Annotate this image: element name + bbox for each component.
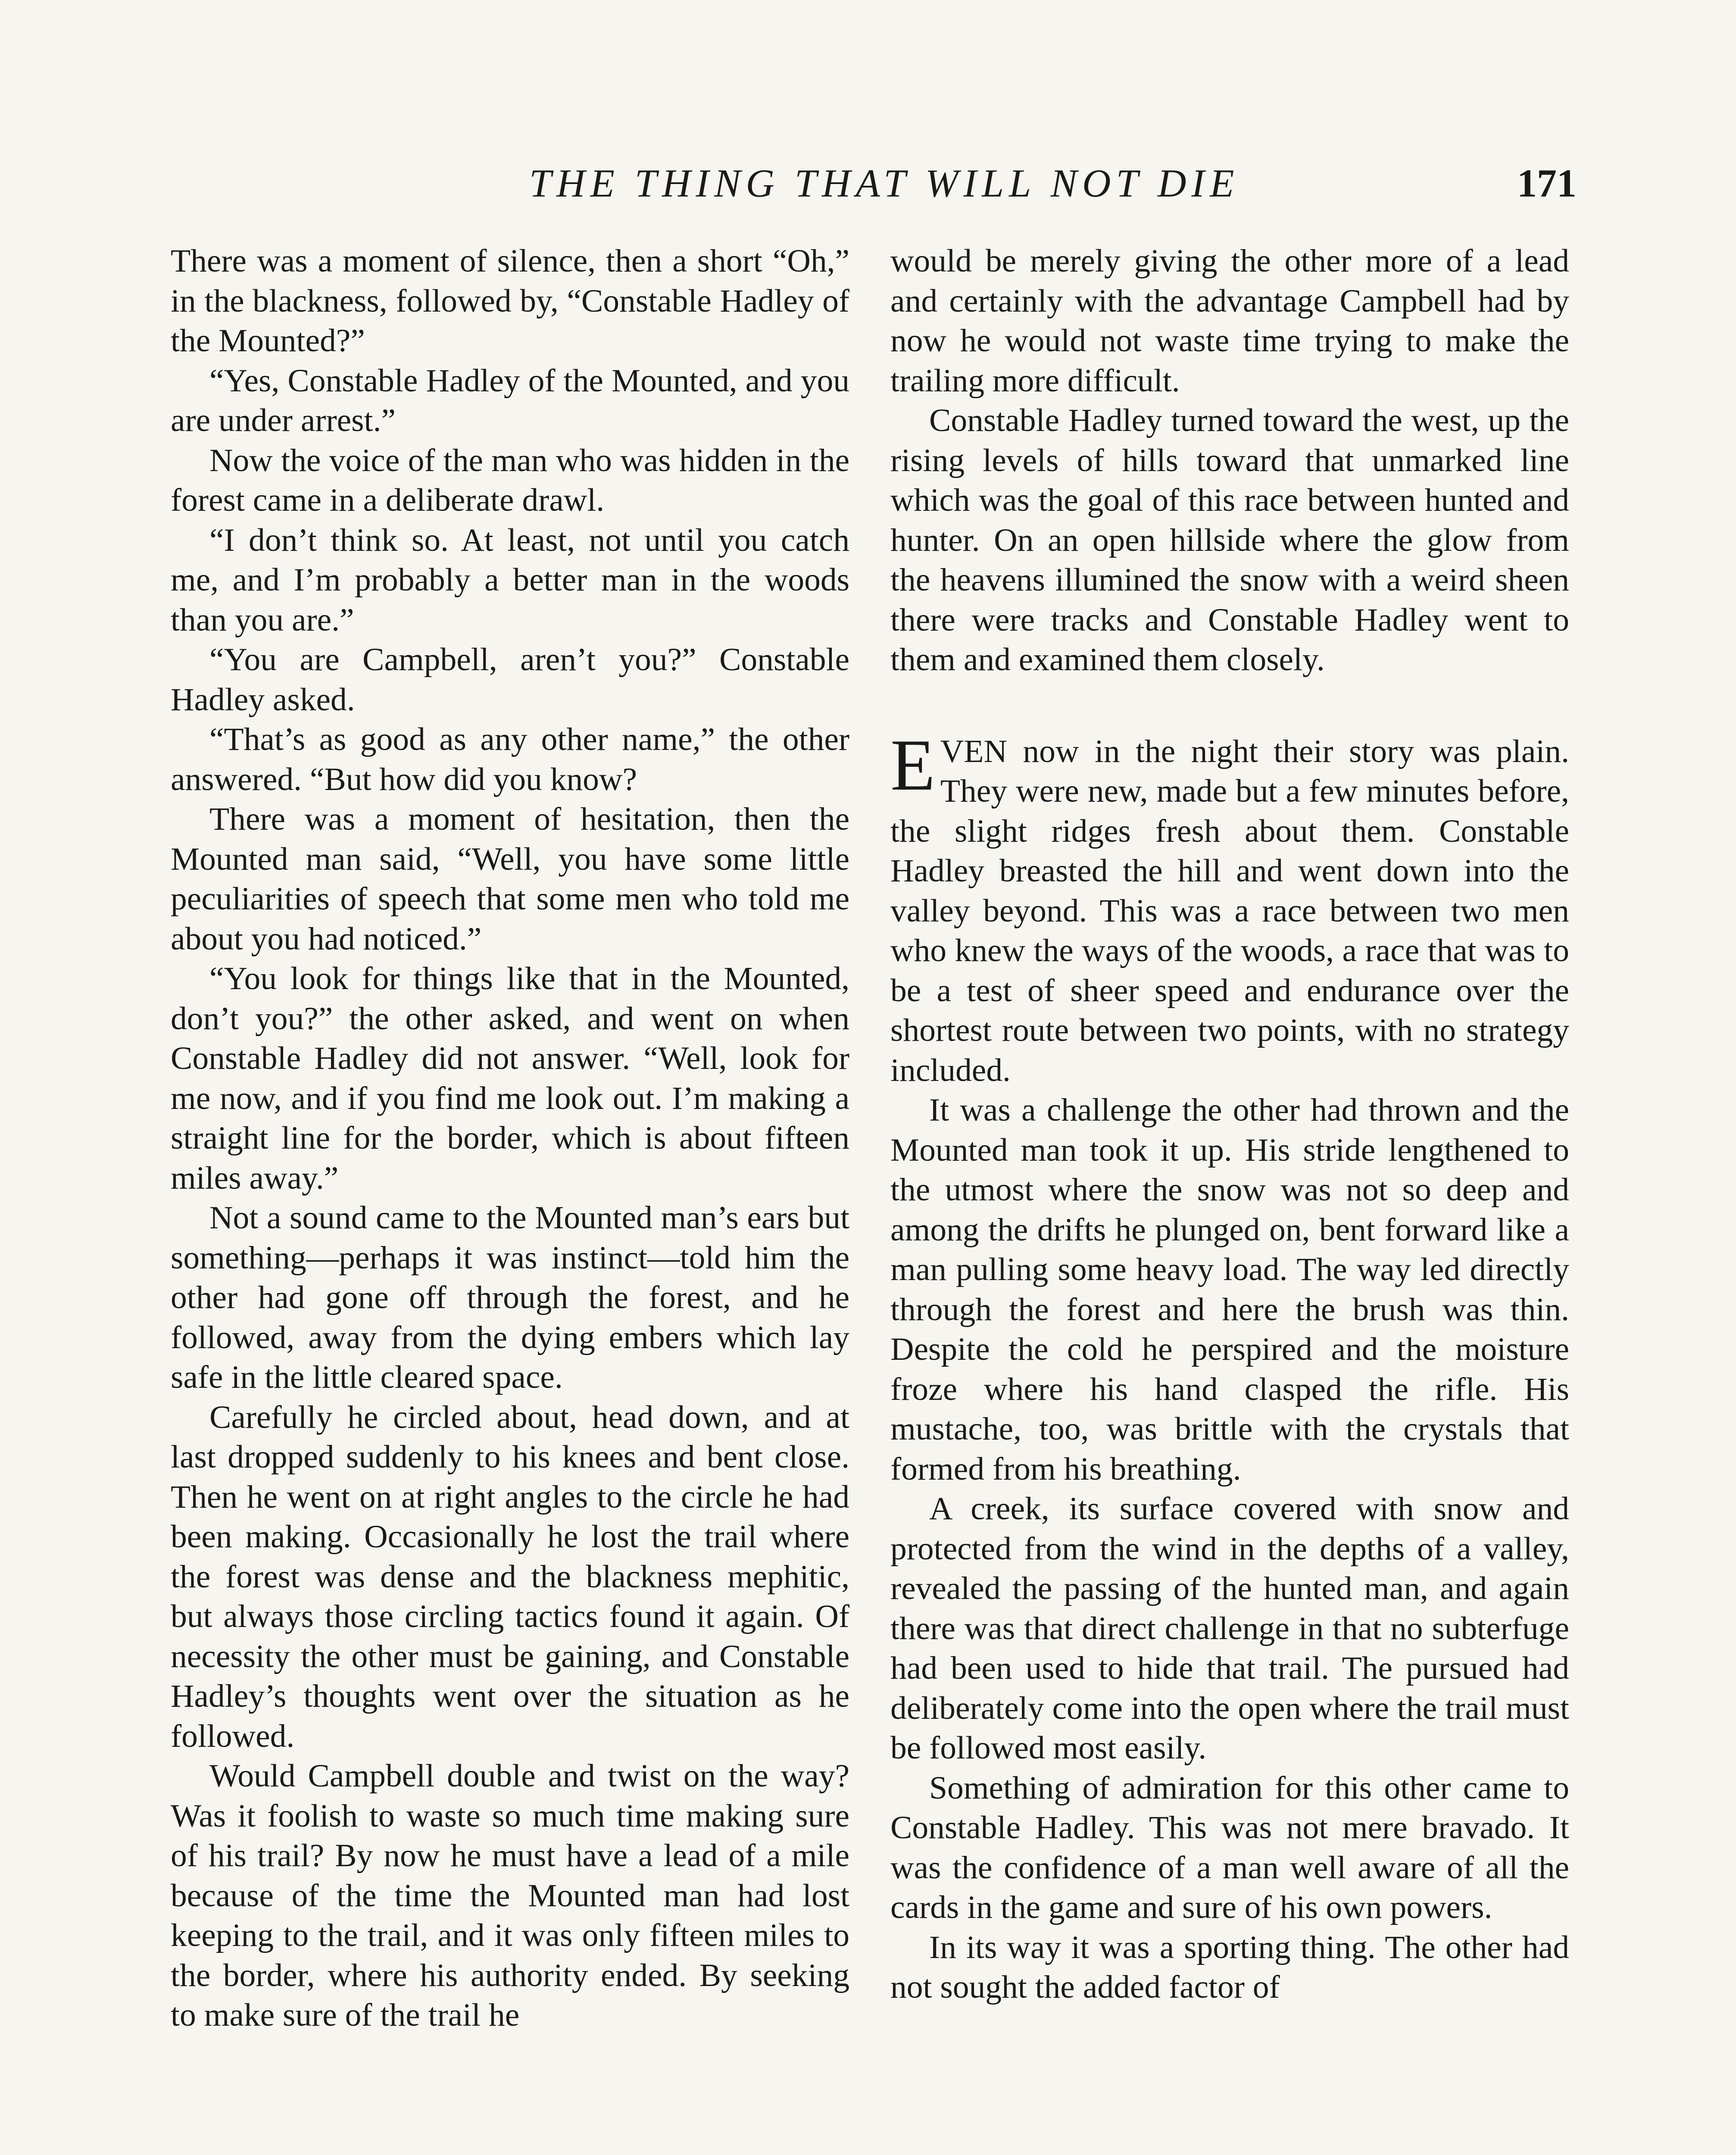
paragraph: “That’s as good as any other name,” the other answered. “But how did you know? [171,721,849,797]
paragraph: Something of admiration for this other came to Constable Hadley. This was not mere bravado. It was the confidence of a man well aware of all the cards in the game and sure of his own powers. [890,1770,1569,1925]
paragraph: “You are Campbell, aren’t you?” Constable Hadley asked. [171,642,849,718]
left-column [171,241,849,2036]
paragraph: Constable Hadley turned toward the west, up the rising levels of hills toward that unmarked line which was the goal of this race between hunted and hunter. On an open hillside where the glow from the heavens illumined the snow with a weird sheen there were tracks and Constable Hadley went to them and examined them closely. [890,403,1569,678]
paragraph: Now the voice of the man who was hidden in the forest came in a deliberate drawl. [171,442,849,518]
drop-cap: E [890,724,935,806]
section-opening-paragraph [890,724,1569,1091]
paragraph: In its way it was a sporting thing. The other had not sought the added factor of [890,1929,1569,2005]
paragraph: “Yes, Constable Hadley of the Mounted, and you are under arrest.” [171,362,849,438]
paragraph: There was a moment of hesitation, then the Mounted man said, “Well, you have some little peculiarities of speech that some men who told me about you had noticed.” [171,801,849,957]
running-title: THE THING THAT WILL NOT DIE [529,161,1240,205]
paragraph: would be merely giving the other more of a lead and certainly with the advantage Campbell had by now he would not waste time trying to make the trailing more difficult. [890,243,1569,399]
paragraph: Would Campbell double and twist on the way? Was it foolish to waste so much time making sure of his trail? By now he must have a lead of a mile because of the time the Mounted man had lost keeping to the trail, and it was only fifteen miles to the border, where his authority ended. By seeking to make sure of the trail he [171,1758,849,2033]
paragraph: “You look for things like that in the Mounted, don’t you?” the other asked, and went on when Constable Hadley did not answer. “Well, look for me now, and if you find me look out. I’m making a straight line for the border, which is about fifteen miles away.” [171,961,849,1196]
paragraph: It was a challenge the other had thrown and the Mounted man took it up. His stride lengthened to the utmost where the snow was not so deep and among the drifts he plunged on, bent forward like a man pulling some heavy load. The way led directly through the forest and here the brush was thin. Despite the cold he perspired and the moisture froze where his hand clasped the rifle. His mustache, too, was brittle with the crystals that formed from his breathing. [890,1092,1569,1487]
page-number: 171 [1517,161,1577,205]
small-caps-lead: VEN [940,733,1008,769]
running-header [167,160,1577,212]
section-opening-text: now in the night their story was plain. They were new, made but a few minutes before, the slight ridges fresh about them. Constable Hadley breasted the hill and went down into the valley beyond. This was a race between two men who knew the ways of the woods, a race that was to be a test of sheer speed and endurance over the shortest route between two points, with no strategy included. [890,733,1569,1088]
paragraph: A creek, its surface covered with snow and protected from the wind in the depths of a valley, revealed the passing of the hunted man, and again there was that direct challenge in that no subterfuge had been used to hide that trail. The pursued had deliberately come into the open where the trail must be followed most easily. [890,1491,1569,1766]
paragraph: Not a sound came to the Mounted man’s ears but something—perhaps it was instinct—told him the other had gone off through the forest, and he followed, away from the dying embers which lay safe in the little cleared space. [171,1200,849,1395]
right-column [890,241,1569,2008]
paragraph: Carefully he circled about, head down, and at last dropped suddenly to his knees and bent close. Then he went on at right angles to the circle he had been making. Occasionally he lost the trail where the forest was dense and the blackness mephitic, but always those circling tactics found it again. Of necessity the other must be gaining, and Constable Hadley’s thoughts went over the situation as he followed. [171,1399,849,1754]
paragraph: “I don’t think so. At least, not until you catch me, and I’m probably a better man in the woods than you are.” [171,522,849,638]
paragraph: There was a moment of silence, then a short “Oh,” in the blackness, followed by, “Constable Hadley of the Mounted?” [171,243,849,359]
